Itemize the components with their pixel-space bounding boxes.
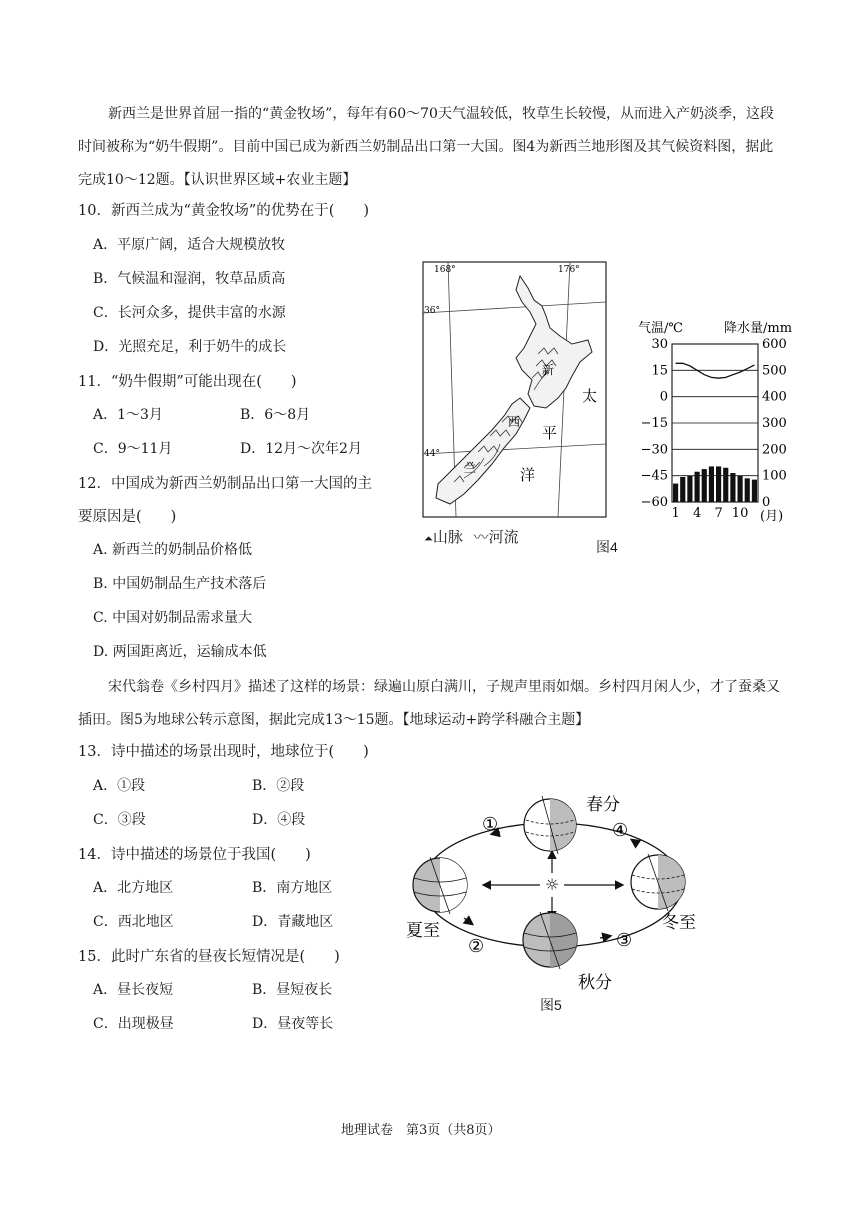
q10-option-d: D．光照充足，利于奶牛的成长 [93, 339, 287, 355]
q13-option-d: D．④段 [252, 812, 306, 828]
q14-option-d: D．青藏地区 [252, 914, 334, 930]
precip-bar [709, 466, 714, 502]
temp-axis-title: 气温/℃ [638, 321, 683, 336]
lon-label-168: 168° [434, 265, 456, 275]
q12-option-b: B. 中国奶制品生产技术落后 [93, 576, 267, 592]
question-15-stem: 15．此时广东省的昼夜长短情况是( ) [78, 949, 340, 965]
q14-option-b: B．南方地区 [252, 880, 333, 896]
q11-option-b: B．6～8月 [240, 407, 311, 423]
new-zealand-map [420, 258, 610, 523]
precip-bar [752, 480, 757, 502]
month-tick-label: 1 [671, 506, 680, 521]
precip-axis-title: 降水量/mm [724, 321, 793, 336]
river-legend-icon: 〰 [473, 528, 489, 546]
temp-tick-label: 0 [659, 389, 668, 405]
q10-option-b: B．气候温和湿润，牧草品质高 [93, 271, 286, 287]
precip-tick-label: 0 [762, 495, 771, 510]
segment-1-label: ① [482, 814, 499, 835]
q11-option-c: C．9～11月 [93, 441, 173, 457]
map-legend [424, 526, 519, 547]
question-11-stem: 11．“奶牛假期”可能出现在( ) [78, 374, 297, 390]
climate-chart [636, 318, 804, 530]
question-12-stem-line2: 要原因是( ) [78, 509, 177, 525]
q14-option-c: C．西北地区 [93, 914, 174, 930]
q13-option-c: C．③段 [93, 812, 146, 828]
ocean-char-tai: 太 [582, 387, 598, 405]
earth-autumn-equinox [523, 912, 577, 969]
lon-label-176: 176° [558, 265, 580, 275]
label-summer-solstice: 夏至 [406, 921, 440, 941]
temp-tick-label: 15 [651, 363, 668, 379]
q11-option-d: D．12月～次年2月 [240, 441, 362, 457]
label-winter-solstice: 冬至 [662, 913, 696, 933]
precip-tick-label: 400 [762, 389, 787, 405]
q15-option-d: D．昼夜等长 [252, 1016, 334, 1032]
temp-tick-label: −30 [640, 442, 668, 458]
question-12-stem-line1: 12．中国成为新西兰奶制品出口第一大国的主 [78, 476, 372, 492]
temp-tick-label: −60 [640, 495, 668, 510]
temp-tick-label: 30 [651, 337, 668, 352]
precip-tick-label: 100 [762, 468, 787, 484]
month-tick-label: 4 [692, 506, 702, 521]
segment-3-label: ③ [616, 930, 633, 951]
ocean-char-yang: 洋 [520, 466, 536, 484]
q13-option-a: A．①段 [93, 778, 146, 794]
q15-option-c: C．出现极昼 [93, 1016, 174, 1032]
precip-tick-label: 500 [762, 363, 787, 379]
lat-label-36: 36° [424, 306, 440, 316]
q12-option-c: C. 中国对奶制品需求量大 [93, 610, 253, 626]
precip-tick-label: 600 [762, 337, 787, 352]
earth-spring-equinox [524, 796, 576, 854]
sun-icon: ☼ [544, 875, 560, 894]
earth-summer-solstice [413, 857, 467, 914]
label-lan: 兰 [464, 461, 477, 475]
segment-2-label: ② [468, 936, 485, 957]
q10-option-a: A．平原广阔，适合大规模放牧 [93, 237, 286, 253]
label-xi: 西 [508, 415, 521, 429]
figure-5-caption: 图5 [540, 997, 562, 1013]
precip-bar [738, 476, 743, 502]
q12-option-d: D. 两国距离近，运输成本低 [93, 644, 267, 660]
question-14-stem: 14．诗中描述的场景位于我国( ) [78, 847, 311, 863]
q14-option-a: A．北方地区 [93, 880, 174, 896]
river-legend-label: 河流 [488, 528, 519, 546]
q11-option-a: A．1～3月 [93, 407, 163, 423]
temperature-line [676, 363, 755, 378]
earth-revolution-diagram [400, 790, 720, 990]
precip-bar [745, 478, 750, 502]
mountain-legend-icon: ⏶ [424, 532, 433, 545]
precip-bar [687, 476, 692, 502]
q12-option-a: A. 新西兰的奶制品价格低 [93, 542, 253, 558]
mountain-legend-label: 山脉 [432, 528, 463, 546]
temp-tick-label: −45 [640, 468, 668, 484]
precip-bar [716, 466, 721, 502]
question-13-stem: 13．诗中描述的场景出现时，地球位于( ) [78, 744, 369, 760]
figure-4-caption: 图4 [596, 539, 618, 555]
precip-bar [702, 469, 707, 502]
precip-bar [673, 484, 678, 502]
month-unit-label: (月) [760, 509, 784, 524]
month-tick-label: 7 [714, 506, 723, 521]
ocean-char-ping: 平 [542, 424, 558, 442]
precip-bar [680, 477, 685, 502]
label-spring-equinox: 春分 [586, 795, 620, 815]
q10-option-c: C．长河众多，提供丰富的水源 [93, 305, 286, 321]
q15-option-b: B．昼短夜长 [252, 982, 333, 998]
precip-bar [730, 473, 735, 502]
precip-tick-label: 300 [762, 416, 787, 431]
precip-bar [695, 472, 700, 502]
q15-option-a: A．昼长夜短 [93, 982, 174, 998]
label-xin: 新 [542, 363, 555, 377]
intro-paragraph-2: 宋代翁卷《乡村四月》描述了这样的场景：绿遍山原白满川，子规声里雨如烟。乡村四月闲人少，才了蚕桑又插田。图5为地球公转示意图，据此完成13～15题。【地球运动+跨学科融合主题】 [78, 679, 780, 728]
segment-4-label: ④ [612, 820, 629, 841]
label-autumn-equinox: 秋分 [578, 973, 612, 990]
question-10-stem: 10．新西兰成为“黄金牧场”的优势在于( ) [78, 203, 370, 219]
q13-option-b: B．②段 [252, 778, 305, 794]
intro-paragraph-1: 新西兰是世界首屈一指的“黄金牧场”，每年有60～70天气温较低，牧草生长较慢，从而进入产奶淡季，这段时间被称为“奶牛假期”。目前中国已成为新西兰奶制品出口第一大国。图4为新西兰地形图及其气候资料图，据此完成10～12题。【认识世界区域+农业主题】 [78, 106, 774, 188]
month-tick-label: 10 [731, 506, 749, 521]
precip-bar [723, 468, 728, 502]
page-footer: 地理试卷 第3页（共8页） [341, 1123, 501, 1138]
lat-label-44: 44° [424, 449, 440, 459]
temp-tick-label: −15 [640, 416, 668, 431]
precip-tick-label: 200 [762, 442, 787, 458]
